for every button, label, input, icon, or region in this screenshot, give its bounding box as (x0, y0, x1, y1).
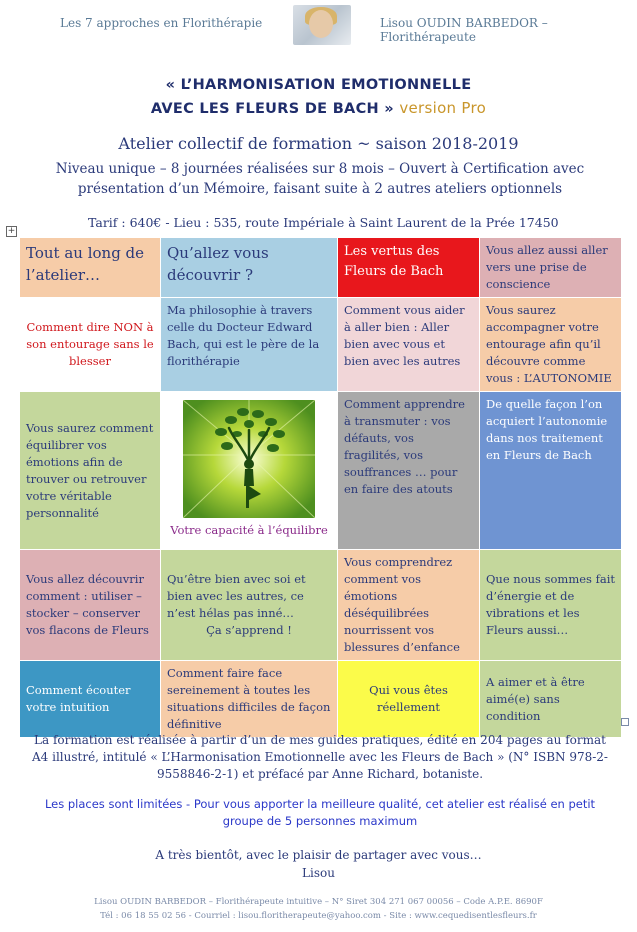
cell-r1c2: Qu’allez vous découvrir ? (161, 238, 338, 298)
workshop-grid (19, 237, 622, 738)
signature: Lisou (302, 866, 335, 880)
author-photo (293, 5, 351, 45)
cell-r2c1: Comment dire NON à son entourage sans le blesser (20, 298, 161, 392)
level-description: Niveau unique – 8 journées réalisées sur 8 mois – Ouvert à Certification avec présentation d’un Mémoire, faisant suite à 2 autres ateliers optionnels (55, 161, 585, 197)
tree-caption: Votre capacité à l’équilibre (170, 523, 328, 537)
table-move-handle-icon[interactable]: + (7, 226, 16, 236)
subtitle: Atelier collectif de formation ~ saison 2018-2019 (118, 134, 519, 153)
cell-r4c2 (161, 550, 338, 661)
cell-r4c3: Vous comprendrez comment vos émotions déséquilibrées nourrissent vos blessures d’enfance (338, 550, 480, 661)
main-title-line2-text: AVEC LES FLEURS DE BACH » (150, 101, 394, 117)
price-location: Tarif : 640€ - Lieu : 535, route Impériale à Saint Laurent de la Prée 17450 (88, 215, 559, 230)
cell-r1c3: Les vertus des Fleurs de Bach (338, 238, 480, 298)
limited-places-paragraph: Les places sont limitées - Pour vous apporter la meilleure qualité, cet atelier est réalisé en petit groupe de 5 personnes maximum (44, 797, 596, 828)
cell-r4c2-text: Qu’être bien avec soi et bien avec les autres, ce n’est hélas pas inné… (167, 572, 306, 620)
cell-r5c1: Comment écouter votre intuition (20, 661, 161, 738)
cell-r4c4: Que nous sommes fait d’énergie et de vibrations et les Fleurs aussi… (480, 550, 622, 661)
cell-r3c2 (161, 392, 338, 550)
cell-r2c2: Ma philosophie à travers celle du Docteur Edward Bach, qui est le père de la florithérapie (161, 298, 338, 392)
cell-r1c4: Vous allez aussi aller vers une prise de conscience (480, 238, 622, 298)
cell-r3c1: Vous saurez comment équilibrer vos émotions afin de trouver ou retrouver votre véritable personnalité (20, 392, 161, 550)
tree-figure-image (183, 400, 315, 518)
version-label: version Pro (399, 99, 487, 117)
cell-r4c1: Vous allez découvrir comment : utiliser – stocker – conserver vos flacons de Fleurs (20, 550, 161, 661)
book-info-paragraph: La formation est réalisée à partir d’un de mes guides pratiques, édité en 204 pages au format A4 illustré, intitulé « L’Harmonisation Emotionnelle avec les Fleurs de Bach » (N° ISBN 978-2-9558846-2-1) et préfacé par Anne Richard, botaniste. (32, 733, 608, 781)
author-photo-face (309, 10, 333, 38)
main-title-line2 (0, 99, 637, 117)
main-title-line1: « L’HARMONISATION EMOTIONNELLE (165, 77, 472, 93)
closing-line: A très bientôt, avec le plaisir de partager avec vous… (155, 848, 482, 862)
cell-r3c3: Comment apprendre à transmuter : vos défauts, vos fragilités, vos souffrances … pour en faire des atouts (338, 392, 480, 550)
cell-r4c2-emphasis: Ça s’apprend ! (206, 623, 292, 637)
cell-r5c4: A aimer et à être aimé(e) sans condition (480, 661, 622, 738)
header-right-text: Lisou OUDIN BARBEDOR – Florithérapeute (380, 16, 548, 44)
cell-r5c2: Comment faire face sereinement à toutes les situations difficiles de façon définitive (161, 661, 338, 738)
footer-line2: Tél : 06 18 55 02 56 - Courriel : lisou.floritherapeute@yahoo.com - Site : www.cequedisentlesfleurs.fr (100, 911, 537, 921)
cell-r2c3: Comment vous aider à aller bien : Aller bien avec vous et bien avec les autres (338, 298, 480, 392)
footer-line1: Lisou OUDIN BARBEDOR – Florithérapeute intuitive – N° Siret 304 271 067 00056 – Code A.P.E. 8690F (94, 897, 543, 907)
cell-r1c1: Tout au long de l’atelier… (20, 238, 161, 298)
header-left-text: Les 7 approches en Florithérapie (60, 16, 263, 30)
cell-r2c4: Vous saurez accompagner votre entourage afin qu’il découvre comme vous : L’AUTONOMIE (480, 298, 622, 392)
table-resize-handle-icon[interactable] (621, 718, 629, 726)
cell-r5c3: Qui vous êtes réellement (338, 661, 480, 738)
cell-r3c4: De quelle façon l’on acquiert l’autonomie dans nos traitement en Fleurs de Bach (480, 392, 622, 550)
